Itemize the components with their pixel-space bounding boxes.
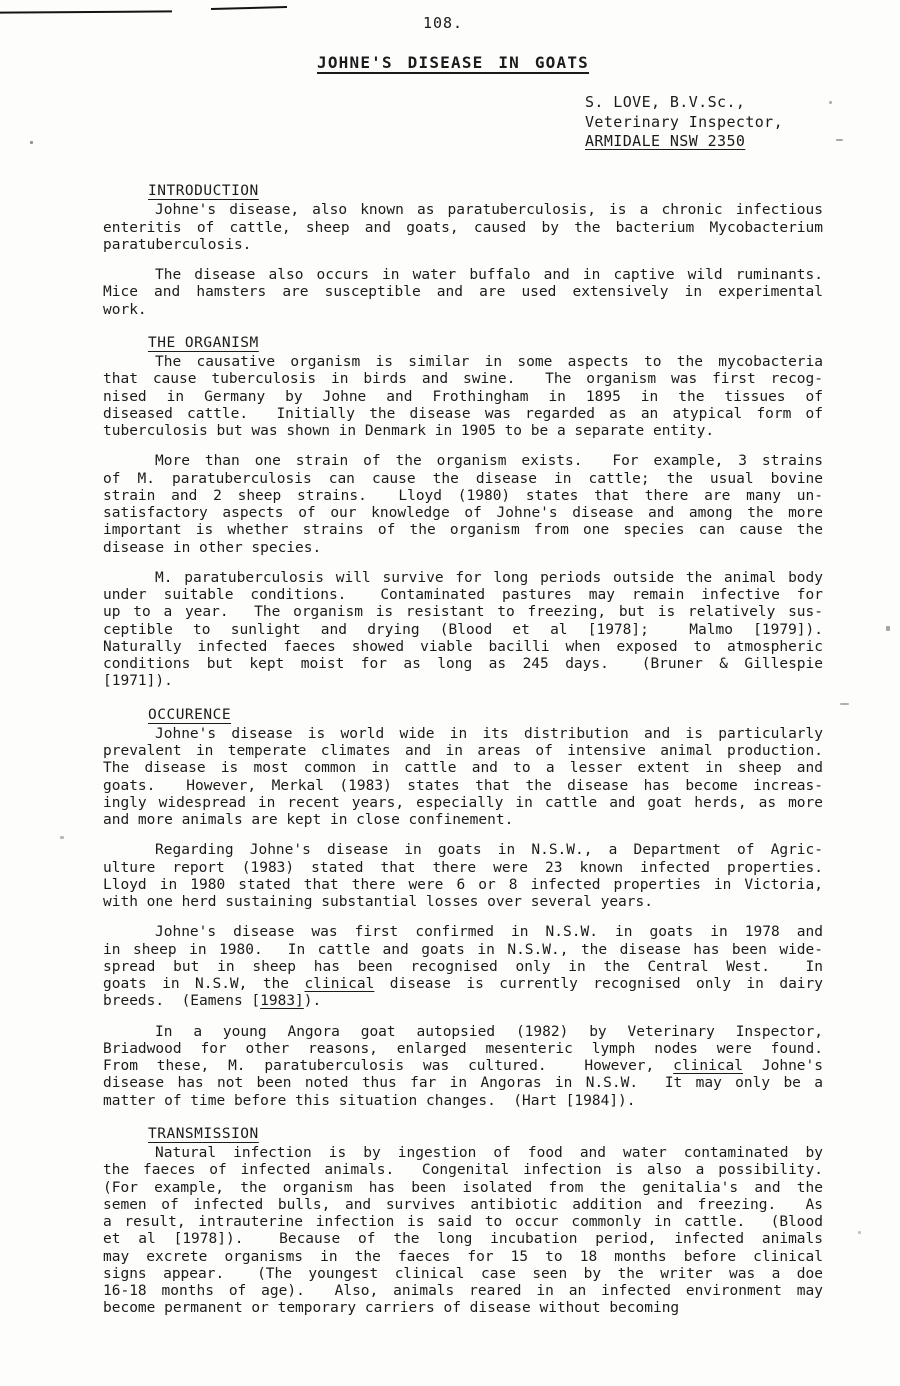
document-title	[0, 53, 900, 72]
text-line: nised in Germany by Johne and Frothingham in 1895 in the tissues of	[103, 388, 823, 405]
text-line: Naturally infected faeces showed viable bacilli when exposed to atmospheric	[103, 638, 823, 655]
text-line: and more animals are kept in close confinement.	[103, 812, 514, 828]
section-heading: OCCURENCE	[148, 706, 232, 723]
text-line: that cause tuberculosis in birds and swine. The organism was first recog-	[103, 371, 823, 388]
text-line: The causative organism is similar in some aspects to the mycobacteria	[155, 354, 823, 370]
text-line: (For example, the organism has been isolated from the genitalia's and the	[103, 1179, 823, 1196]
scan-artifact-line	[211, 6, 287, 10]
text-line: 16-18 months of age). Also, animals reared in an infected environment may	[103, 1283, 823, 1299]
text-line: paratuberculosis.	[103, 236, 252, 253]
text-line: breeds. (Eamens [1983]).	[103, 993, 322, 1010]
paragraph	[103, 202, 823, 254]
text-line: of M. paratuberculosis can cause the disease in cattle; the usual bovine	[103, 470, 823, 487]
paragraph	[103, 1024, 823, 1110]
text-line: [1971]).	[103, 673, 173, 690]
text-line: become permanent or temporary carriers of disease without becoming	[103, 1300, 680, 1317]
text-line: in sheep in 1980. In cattle and goats in N.S.W., the disease has been wide-	[103, 941, 823, 958]
scan-speck	[30, 141, 33, 144]
text-line: under suitable conditions. Contaminated pastures may remain infective for	[103, 587, 823, 603]
paragraph	[103, 453, 823, 557]
text-line: enteritis of cattle, sheep and goats, caused by the bacterium Mycobacterium	[103, 219, 823, 236]
document-body	[103, 183, 823, 1318]
text-line: may excrete organisms in the faeces for 15 to 18 months before clinical	[103, 1248, 823, 1265]
author-role: Veterinary Inspector,	[585, 112, 784, 131]
scan-speck	[60, 836, 64, 839]
text-line: Johne's disease is world wide in its distribution and is particularly	[155, 725, 823, 742]
paragraph	[103, 726, 823, 830]
text-line: up to a year. The organism is resistant to freezing, but is relatively sus-	[103, 604, 823, 621]
text-line: conditions but kept moist for as long as 245 days. (Bruner & Gillespie	[103, 656, 823, 672]
text-line: disease in other species.	[103, 539, 322, 556]
paragraph	[103, 924, 823, 1010]
text-line: prevalent in temperate climates and in areas of intensive animal production.	[103, 743, 823, 759]
text-line: spread but in sheep has been recognised only in the Central West. In	[103, 958, 823, 975]
text-line: satisfactory aspects of our knowledge of Johne's disease and among the more	[103, 505, 823, 521]
text-line: ingly widespread in recent years, especially in cattle and goat herds, as more	[103, 794, 823, 811]
text-line: Mice and hamsters are susceptible and are used extensively in experimental	[103, 284, 823, 301]
paragraph	[103, 570, 823, 691]
section-heading: THE ORGANISM	[148, 334, 259, 351]
section-heading: TRANSMISSION	[148, 1125, 259, 1142]
text-line: a result, intrauterine infection is said to occur commonly in cattle. (Blood	[103, 1214, 823, 1230]
text-line: From these, M. paratuberculosis was cultured. However, clinical Johne's	[103, 1058, 823, 1074]
author-address: ARMIDALE NSW 2350	[585, 132, 746, 150]
text-line: Natural infection is by ingestion of food and water contaminated by	[155, 1145, 823, 1161]
text-line: In a young Angora goat autopsied (1982) by Veterinary Inspector,	[155, 1023, 823, 1040]
text-line: ceptible to sunlight and drying (Blood et al [1978]; Malmo [1979]).	[103, 621, 823, 638]
text-line: Lloyd in 1980 stated that there were 6 or 8 infected properties in Victoria,	[103, 876, 823, 893]
text-line: M. paratuberculosis will survive for long periods outside the animal body	[155, 569, 823, 586]
text-line: Johne's disease was first confirmed in N.S.W. in goats in 1978 and	[155, 924, 823, 941]
text-line: disease has not been noted thus far in Angoras in N.S.W. It may only be a	[103, 1075, 823, 1092]
text-line: important is whether strains of the organism from one species can cause the	[103, 522, 823, 539]
text-line: More than one strain of the organism exists. For example, 3 strains	[155, 453, 823, 470]
text-line: signs appear. (The youngest clinical case seen by the writer was a doe	[103, 1265, 823, 1282]
text-line: with one herd sustaining substantial losses over several years.	[103, 894, 653, 910]
text-line: the faeces of infected animals. Congenital infection is also a possibility.	[103, 1162, 823, 1179]
text-line: goats in N.S.W, the clinical disease is currently recognised only in dairy	[103, 976, 823, 992]
text-line: work.	[103, 301, 147, 318]
text-line: goats. However, Merkal (1983) states that the disease has become increas-	[103, 777, 823, 794]
text-line: ulture report (1983) stated that there were 23 known infected properties.	[103, 859, 823, 876]
text-line: Johne's disease, also known as paratuberculosis, is a chronic infectious	[155, 202, 823, 219]
scan-speck	[886, 626, 890, 631]
text-line: semen of infected bulls, and survives antibiotic addition and freezing. As	[103, 1196, 823, 1213]
scan-speck	[836, 139, 843, 141]
text-line: strain and 2 sheep strains. Lloyd (1980) states that there are many un-	[103, 487, 823, 504]
paragraph	[103, 267, 823, 319]
text-line: Briadwood for other reasons, enlarged mesenteric lymph nodes were found.	[103, 1040, 823, 1057]
scan-speck	[829, 101, 832, 104]
text-line: The disease also occurs in water buffalo and in captive wild ruminants.	[155, 267, 823, 283]
text-line: The disease is most common in cattle and to a lesser extent in sheep and	[103, 760, 823, 777]
text-line: Regarding Johne's disease in goats in N.S.W., a Department of Agric-	[155, 842, 823, 859]
paragraph	[103, 842, 823, 911]
scan-speck	[840, 703, 849, 705]
text-line: diseased cattle. Initially the disease was regarded as an atypical form of	[103, 405, 823, 422]
text-line: matter of time before this situation changes. (Hart [1984]).	[103, 1092, 636, 1109]
page-number: 108.	[422, 14, 464, 32]
author-block	[585, 93, 783, 152]
scan-speck	[858, 1231, 861, 1234]
text-line: et al [1978]). Because of the long incubation period, infected animals	[103, 1231, 823, 1248]
author-name: S. LOVE, B.V.Sc.,	[585, 93, 746, 111]
section-heading: INTRODUCTION	[148, 183, 259, 199]
paragraph	[103, 1145, 823, 1318]
text-line: tuberculosis but was shown in Denmark in 1905 to be a separate entity.	[103, 423, 715, 439]
document-title-text: JOHNE'S DISEASE IN GOATS	[317, 53, 589, 72]
paragraph	[103, 354, 823, 440]
